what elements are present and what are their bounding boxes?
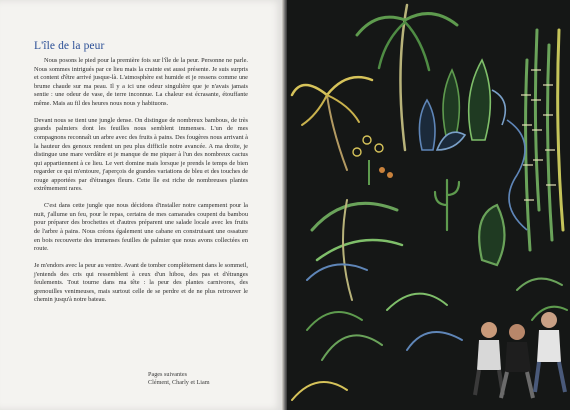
page-title: L'île de la peur	[34, 40, 105, 52]
story-text	[34, 57, 248, 314]
paragraph: Devant nous se tient une jungle dense. On distingue de nombreux bambous, de très grands palmiers dont les feuilles nous semblent immenses. L'un de mes compagnons reconnaît un arbre avec des fruits à pains. Des fougères nous arrivant à la hauteur des genoux rendent un peu plus difficile notre avancée. A ma droite, je distingue une mare verdâtre et je manque de me piquer à l'un des nombreux cactus qui appartiennent à ce lieu. Le vert domine mais lorsque je prends le temps de bien regarder ce qui m'entoure, j'aperçois de grandes variations de bleu et des touches de rouge apportées par d'étranges fleurs. Cette île est riche de nombreuses plantes extrêmement rares.	[34, 116, 248, 193]
fern-icon	[419, 60, 490, 150]
caption-line: Pages suivantes	[148, 371, 188, 378]
child-figure	[535, 312, 565, 392]
paragraph: Je m'endors avec la peur au ventre. Avant de tomber complètement dans le sommeil, j'entends des cris qui ressemblent à ceux d'un hibou, des pas et d'étranges feulements. Tout tourne dans ma tête : la peur des plantes carnivores, des grenouilles venimeuses, mais surtout celle de se perdre et de ne plus retrouver le chemin jusqu'à notre bateau.	[34, 262, 248, 304]
palm-tree-icon	[357, 5, 457, 150]
flower-icon	[353, 136, 393, 185]
left-page	[0, 0, 284, 410]
caption	[148, 371, 210, 388]
caption-authors: Clément, Charly et Liam	[148, 379, 210, 387]
palm-tree-icon	[292, 77, 372, 170]
jungle-drawing	[287, 0, 570, 410]
right-page	[287, 0, 570, 410]
cactus-icon	[435, 180, 505, 265]
palm-leaf-icon	[307, 200, 402, 300]
children-figures	[475, 312, 565, 398]
child-figure	[475, 322, 503, 395]
bush-icon	[292, 279, 567, 400]
child-figure	[501, 324, 533, 398]
paragraph: Nous posons le pied pour la première fois sur l'île de la peur. Personne ne parle. Nous sommes intrigués par ce lieu mais la crainte est aussi présente. Je suis surpris et content d'être arrivé jusque-là. L'atmosphère est humide et je ressens comme une brume chaude sur ma peau. Il y a ici une odeur singulière que je n'avais jamais sentie : une odeur de vase, de terre inconnue. La chaleur est écrasante, étouffante même. Mais au fil des heures nous nous y habituons.	[34, 57, 248, 107]
bamboo-icon	[526, 30, 563, 250]
paragraph: C'est dans cette jungle que nous décidons d'installer notre campement pour la nuit, j'allume un feu, pour le repas, certains de mes camarades coupent du bambou pour préparer des brochettes et d'autres préparent une salade locale avec les fruits de l'arbre à pains. Nous créons également une cabane en construisant une ossature en bois recouverte des immenses feuilles de palmier que nous avons collectées en route.	[34, 202, 248, 253]
